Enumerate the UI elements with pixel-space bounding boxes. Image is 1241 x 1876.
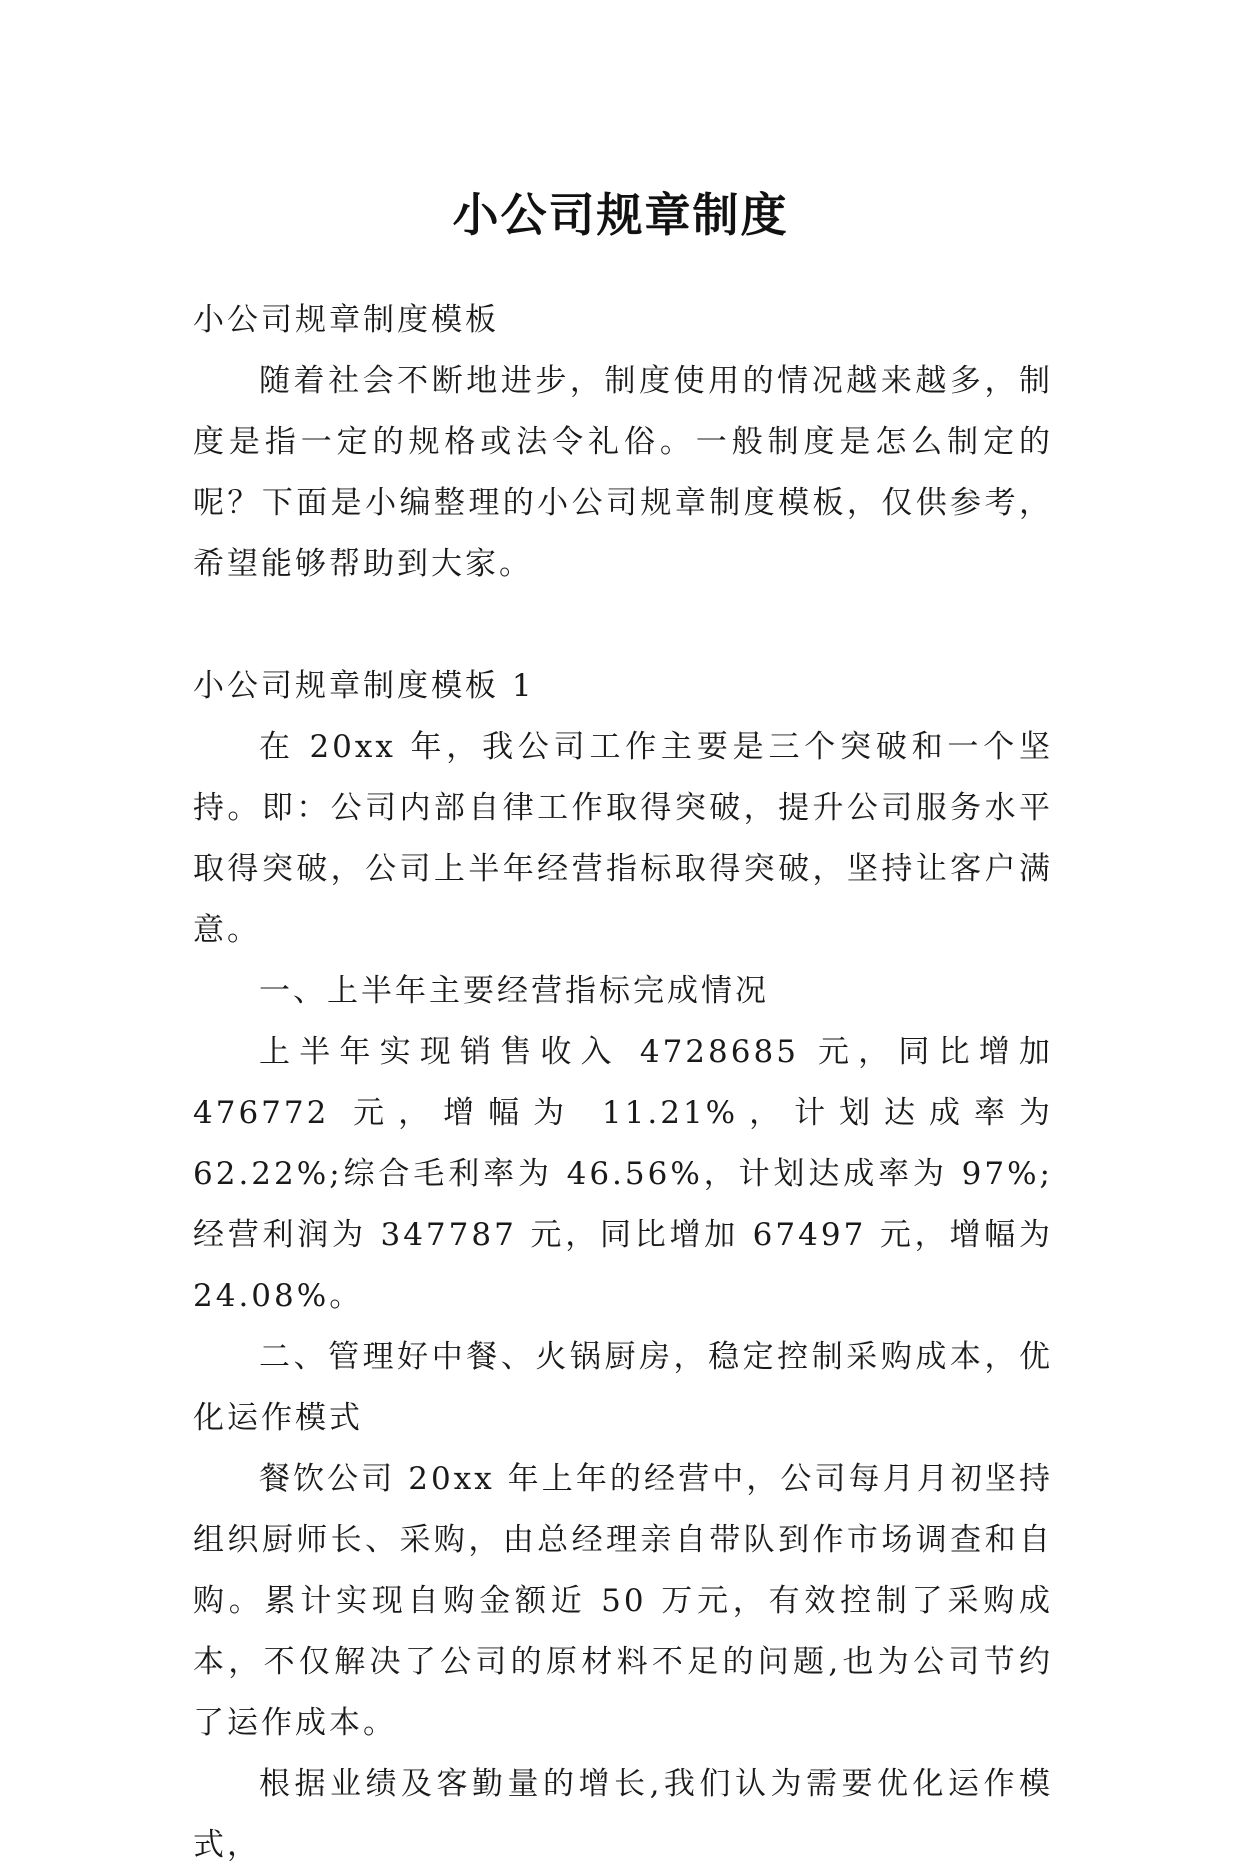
body-paragraph: 上半年实现销售收入 4728685 元，同比增加 476772 元，增幅为 11.21%，计划达成率为 62.22%;综合毛利率为 46.56%，计划达成率为 97%;经营利润为 347787 元，同比增加 67497 元，增幅为 24.08%。 (193, 1034, 1053, 1314)
section-heading: 小公司规章制度模板 1 (193, 668, 535, 704)
subsection-heading: 一、上半年主要经营指标完成情况 (259, 973, 769, 1009)
body-paragraph: 根据业绩及客勤量的增长,我们认为需要优化运作模式， (193, 1766, 1053, 1863)
body-paragraph: 餐饮公司 20xx 年上年的经营中，公司每月月初坚持组织厨师长、采购，由总经理亲自带队到作市场调查和自购。累计实现自购金额近 50 万元，有效控制了采购成本，不仅解决了公司的原材料不足的问题,也为公司节约了运作成本。 (193, 1461, 1053, 1741)
subsection-heading: 二、管理好中餐、火锅厨房，稳定控制采购成本，优化运作模式 (193, 1339, 1053, 1436)
section-heading: 小公司规章制度模板 (193, 302, 499, 338)
body-paragraph: 随着社会不断地进步，制度使用的情况越来越多，制度是指一定的规格或法令礼俗。一般制度是怎么制定的呢？下面是小编整理的小公司规章制度模板，仅供参考，希望能够帮助到大家。 (193, 363, 1053, 582)
document-title: 小公司规章制度 (452, 187, 789, 242)
body-paragraph: 在 20xx 年，我公司工作主要是三个突破和一个坚持。即：公司内部自律工作取得突破，提升公司服务水平取得突破，公司上半年经营指标取得突破，坚持让客户满意。 (193, 729, 1053, 948)
document-body (193, 290, 1053, 1876)
